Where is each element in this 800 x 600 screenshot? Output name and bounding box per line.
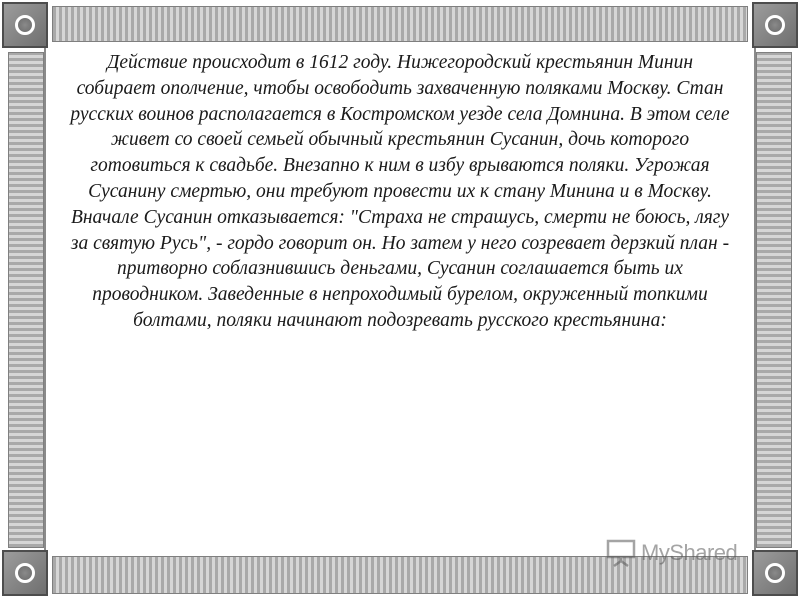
ring-icon <box>765 15 785 35</box>
frame-top-strip <box>52 6 748 42</box>
ring-icon <box>15 15 35 35</box>
watermark-text: MyShared <box>641 540 738 565</box>
presentation-board-icon <box>605 539 637 567</box>
corner-ornament-bottom-right <box>752 550 798 596</box>
corner-ornament-bottom-left <box>2 550 48 596</box>
frame-left-strip <box>8 52 44 548</box>
corner-ornament-top-right <box>752 2 798 48</box>
ring-icon <box>15 563 35 583</box>
frame-right-strip <box>756 52 792 548</box>
slide-body-text: Действие происходит в 1612 году. Нижегородский крестьянин Минин собирает ополчение, чтобы освободить захваченную поляками Москву. Стан русских воинов располагается в Костромском уезде села Домнина. В этом селе живет со своей семьей обычный крестьянин Сусанин, дочь которого готовиться к свадьбе. Внезапно к ним в избу врываются поляки. Угрожая Сусанину смертью, они требуют провести их к стану Минина и в Москву. Вначале Сусанин отказывается: "Страха не страшусь, смерти не боюсь, лягу за святую Русь", - гордо говорит он. Но затем у него созревает дерзкий план - притворно соблазнившись деньгами, Сусанин соглашается быть их проводником. Заведенные в непроходимый бурелом, окруженный топкими болтами, поляки начинают подозревать русского крестьянина: <box>70 52 730 331</box>
ring-icon <box>765 563 785 583</box>
myshared-watermark <box>605 538 737 568</box>
corner-ornament-top-left <box>2 2 48 48</box>
